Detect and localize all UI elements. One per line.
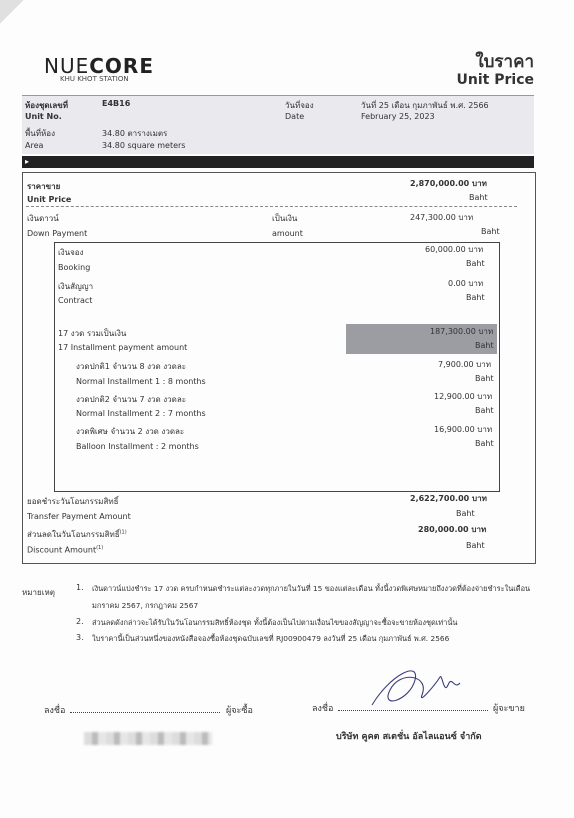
discount-unit: Baht <box>466 541 485 550</box>
installment-total-value: 187,300.00 บาท <box>430 327 494 336</box>
installment-total-unit: Baht <box>475 341 494 350</box>
down-payment-label-en: Down Payment <box>27 229 88 238</box>
notes-label: หมายเหตุ <box>22 588 55 597</box>
seller-sign-label: ลงชื่อ <box>312 704 334 714</box>
unit-no-value: E4B16 <box>102 99 131 108</box>
seller-company-name: บริษัท คูคต สเตชั่น อัลไลแอนซ์ จำกัด <box>336 732 482 742</box>
unit-no-label-th: ห้องชุดเลขที่ <box>25 101 68 110</box>
down-payment-label-th: เงินดาวน์ <box>27 214 59 223</box>
discount-label-th-text: ส่วนลดในวันโอนกรรมสิทธิ์ <box>27 530 120 539</box>
normal-1-unit: Baht <box>475 374 494 383</box>
booking-unit: Baht <box>466 259 485 268</box>
note-3-number: 3. <box>76 633 84 642</box>
normal-2-unit: Baht <box>475 406 494 415</box>
seller-signature <box>360 655 470 715</box>
note-1-number: 1. <box>76 583 84 592</box>
brand-logo-bold: CORE <box>89 54 154 78</box>
buyer-signature-line <box>70 712 220 713</box>
page-title-en: Unit Price <box>456 72 534 88</box>
installment-total-label-en: 17 Installment payment amount <box>58 343 188 352</box>
contract-label-th: เงินสัญญา <box>58 282 94 291</box>
buyer-label: ผู้จะซื้อ <box>226 706 253 716</box>
transfer-label-en: Transfer Payment Amount <box>27 512 131 521</box>
normal-2-value: 12,900.00 บาท <box>434 392 493 401</box>
contract-value: 0.00 บาท <box>448 279 484 288</box>
note-1-line-1: เงินดาวน์แบ่งชำระ 17 งวด ครบกำหนดชำระแต่ละงวดทุกภายในวันที่ 15 ของแต่ละเดือน ทั้งนี้งวดพิเศษหมายถึงงวดที่ต้องจ่ายชำระในเดือน <box>92 584 531 593</box>
balloon-unit: Baht <box>475 439 494 448</box>
unit-price-value: 2,870,000.00 บาท <box>410 179 487 188</box>
discount-label-en <box>27 545 103 555</box>
section-bar <box>22 156 534 168</box>
page-corner <box>0 0 40 40</box>
transfer-value: 2,622,700.00 บาท <box>410 494 487 503</box>
normal-1-value: 7,900.00 บาท <box>438 360 492 369</box>
normal-2-label-en: Normal Installment 2 : 7 months <box>76 409 206 418</box>
date-value-th: วันที่ 25 เดือน กุมภาพันธ์ พ.ศ. 2566 <box>361 101 489 110</box>
note-2-number: 2. <box>76 617 84 626</box>
normal-2-label-th: งวดปกติ2 จำนวน 7 งวด งวดละ <box>76 395 187 404</box>
page-title-th: ใบราคา <box>475 52 534 72</box>
balloon-label-en: Balloon Installment : 2 months <box>76 442 199 451</box>
discount-label-th-sup: (1) <box>119 529 127 536</box>
unit-info-block <box>22 95 534 154</box>
chevron-icon: ▸ <box>25 157 30 166</box>
area-label-th: พื้นที่ห้อง <box>25 129 55 138</box>
unit-price-unit: Baht <box>469 193 488 202</box>
contract-unit: Baht <box>466 293 485 302</box>
note-1-line-2: มกราคม 2567, กรกฎาคม 2567 <box>92 601 199 610</box>
seller-label: ผู้จะขาย <box>493 704 525 714</box>
note-2-text: ส่วนลดดังกล่าวจะได้รับในวันโอนกรรมสิทธิ์ห้องชุด ทั้งนี้ต้องเป็นไปตามเงื่อนไขของสัญญาจะซื้อจะขายห้องชุดเท่านั้น <box>92 618 458 627</box>
booking-value: 60,000.00 บาท <box>425 245 484 254</box>
brand-subtitle: KHU KHOT STATION <box>60 75 129 83</box>
installment-total-label-th: 17 งวด รวมเป็นเงิน <box>58 329 127 338</box>
area-value-en: 34.80 square meters <box>102 141 186 150</box>
transfer-unit: Baht <box>456 509 475 518</box>
normal-1-label-th: งวดปกติ1 จำนวน 8 งวด งวดละ <box>76 362 187 371</box>
unit-price-label-en: Unit Price <box>27 195 72 204</box>
discount-value: 280,000.00 บาท <box>418 525 487 534</box>
contract-label-en: Contract <box>58 296 93 305</box>
note-3-text: ใบราคานี้เป็นส่วนหนึ่งของหนังสือจองซื้อห้องชุดฉบับเลขที่ RJ00900479 ลงวันที่ 25 เดือน กุมภาพันธ์ พ.ศ. 2566 <box>92 634 450 643</box>
discount-label-en-sup: (1) <box>96 545 104 551</box>
divider <box>26 206 517 207</box>
down-payment-value: 247,300.00 บาท <box>410 213 474 222</box>
area-value-th: 34.80 ตารางเมตร <box>102 129 168 138</box>
booking-label-th: เงินจอง <box>58 248 84 257</box>
date-value-en: February 25, 2023 <box>361 112 435 121</box>
buyer-sign-label: ลงชื่อ <box>44 706 66 716</box>
discount-label-en-text: Discount Amount <box>27 545 97 555</box>
balloon-value: 16,900.00 บาท <box>434 425 493 434</box>
date-label-en: Date <box>285 112 305 121</box>
down-payment-unit: Baht <box>481 227 500 236</box>
down-payment-mid-en: amount <box>272 229 303 238</box>
unit-no-label-en: Unit No. <box>25 112 62 121</box>
normal-1-label-en: Normal Installment 1 : 8 months <box>76 377 206 386</box>
brand-logo-light: NUE <box>44 54 90 78</box>
booking-label-en: Booking <box>58 263 91 272</box>
discount-label-th <box>27 528 127 541</box>
area-label-en: Area <box>25 141 44 150</box>
unit-price-label-th: ราคาขาย <box>27 182 61 191</box>
balloon-label-th: งวดพิเศษ จำนวน 2 งวด งวดละ <box>76 427 185 436</box>
transfer-label-th: ยอดชำระวันโอนกรรมสิทธิ์ <box>27 497 119 506</box>
redacted-buyer-name <box>84 732 212 745</box>
date-label-th: วันที่จอง <box>285 101 314 110</box>
down-payment-mid-th: เป็นเงิน <box>272 214 298 223</box>
